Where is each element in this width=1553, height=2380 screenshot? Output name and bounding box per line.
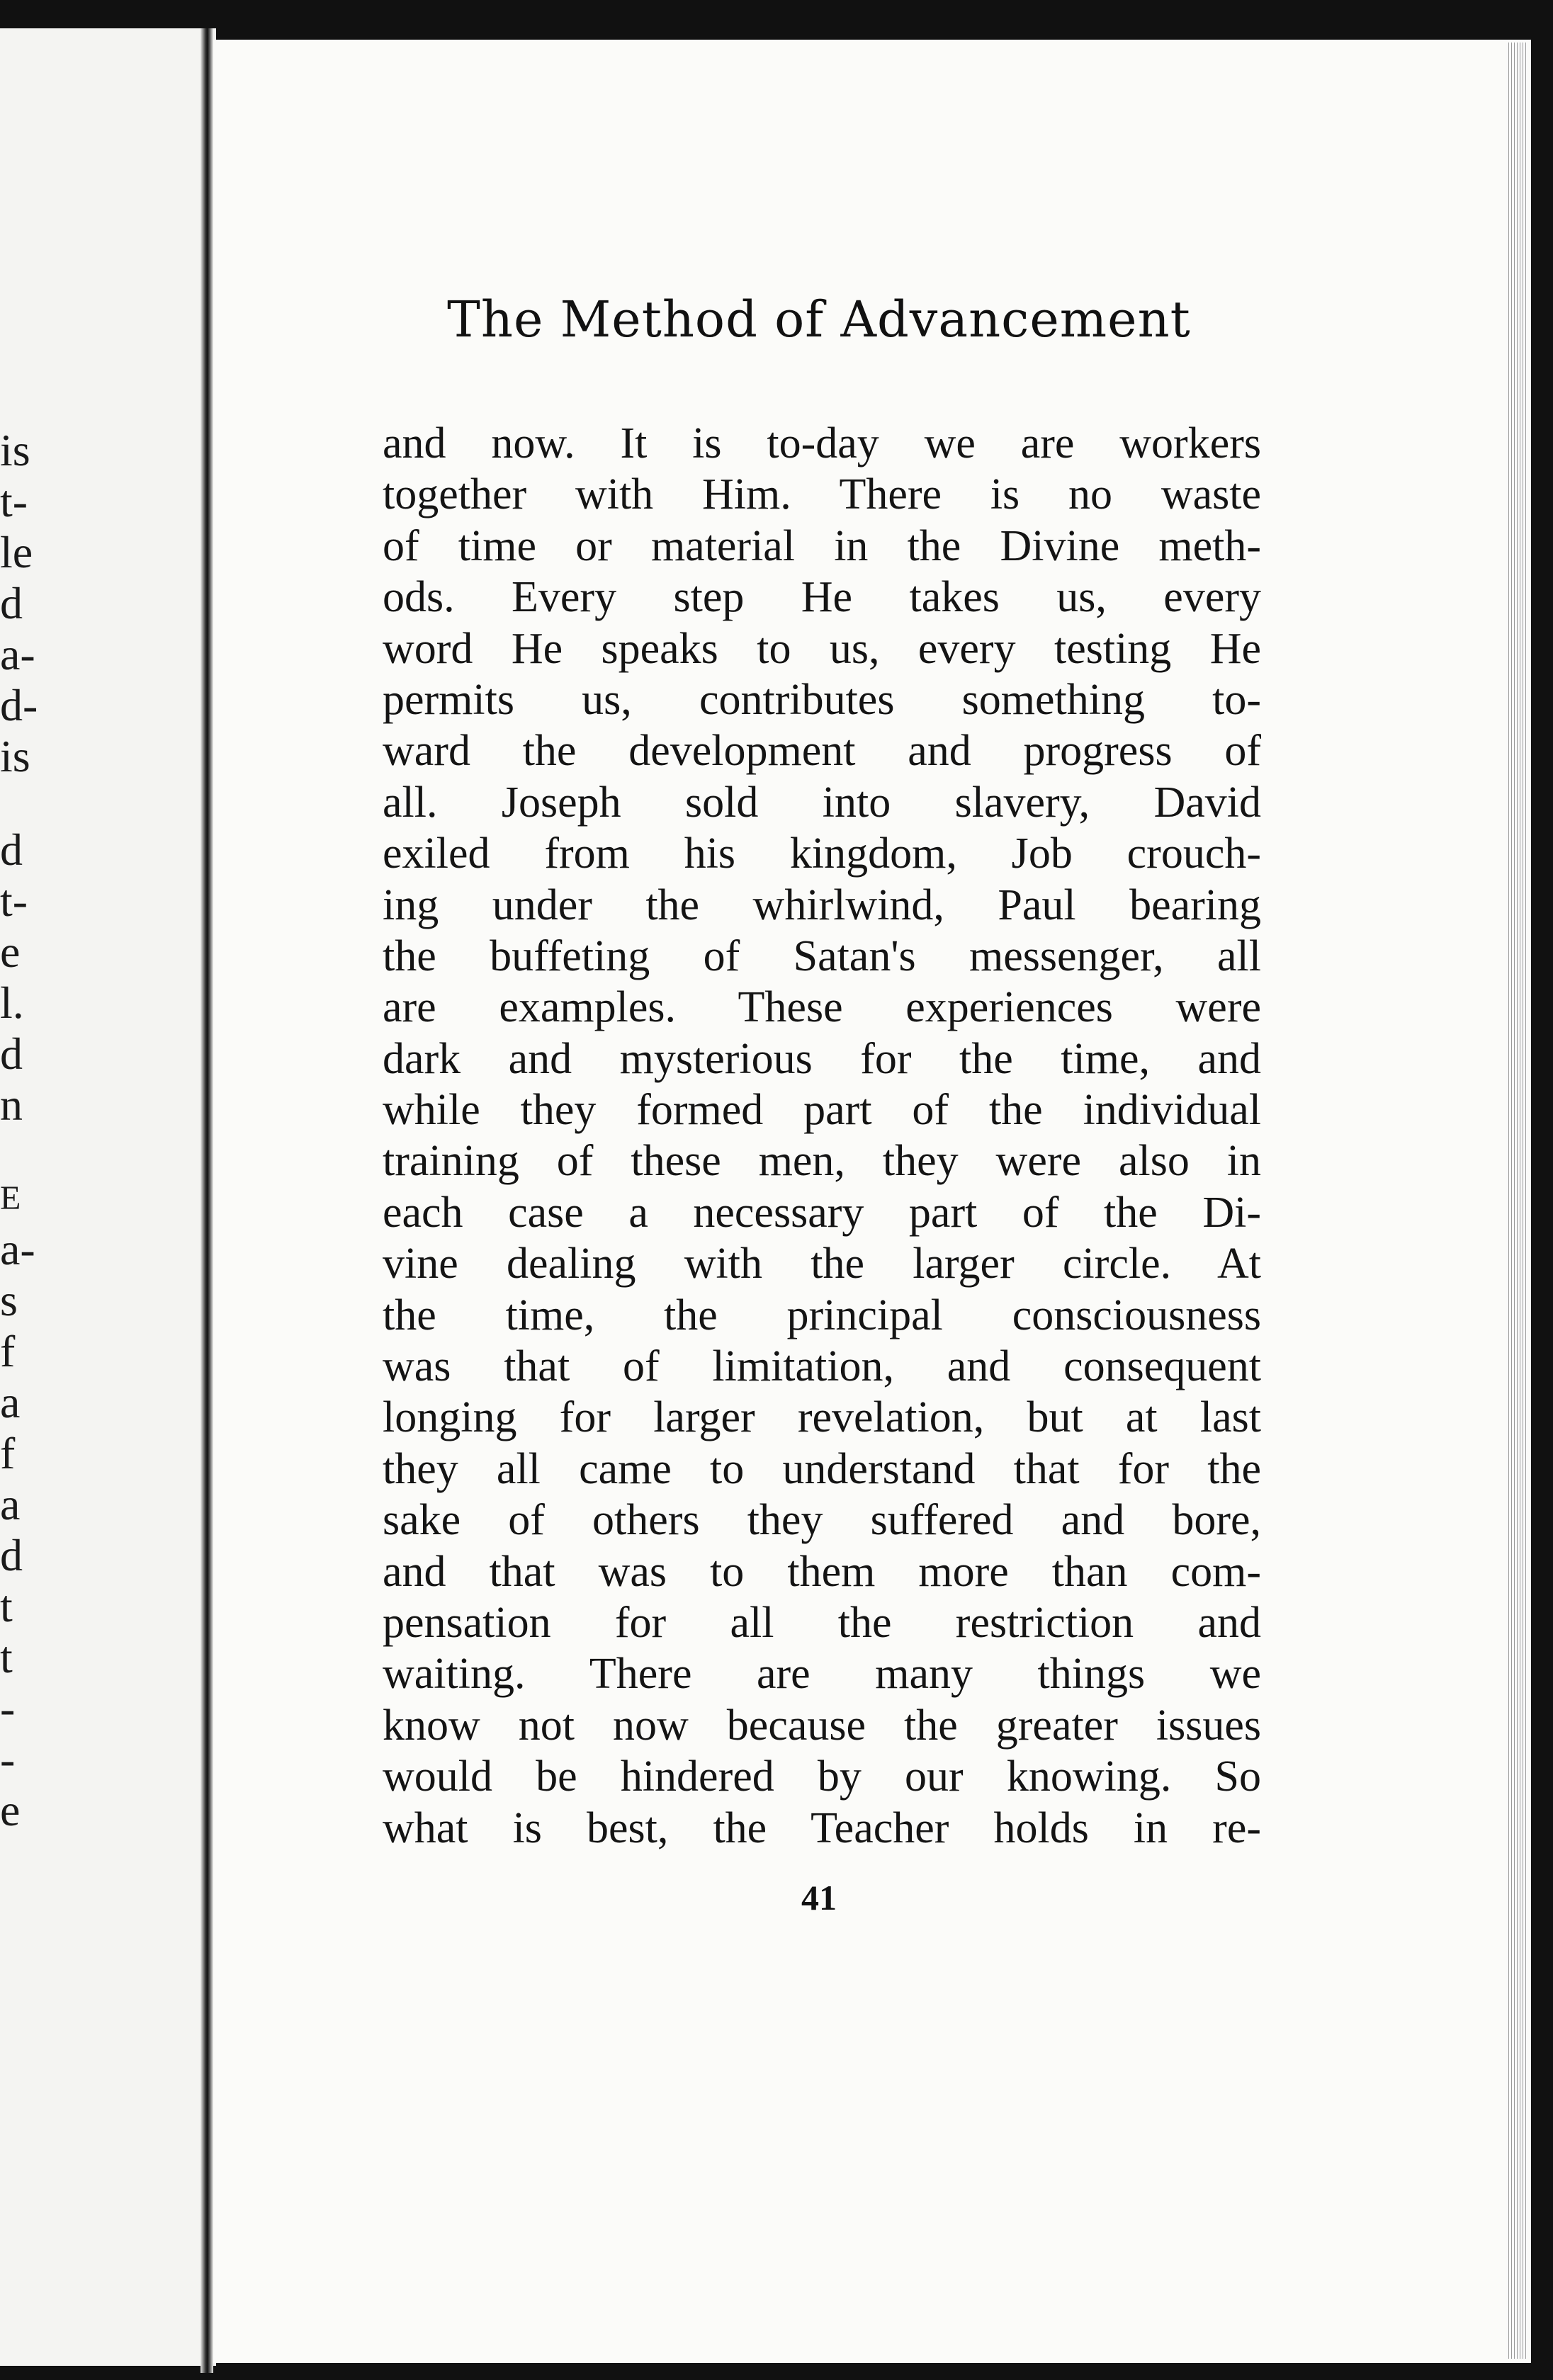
left-fragment: a xyxy=(0,1377,21,1427)
text-line: all. Joseph sold into slavery, David xyxy=(383,778,1261,827)
text-line: longing for larger revelation, but at last xyxy=(383,1393,1261,1442)
left-fragment: le xyxy=(0,527,33,577)
text-line: word He speaks to us, every testing He xyxy=(383,624,1261,673)
text-line: the buffeting of Satan's messenger, all xyxy=(383,931,1261,980)
text-line: permits us, contributes something to- xyxy=(383,675,1261,724)
text-line: what is best, the Teacher holds in re- xyxy=(383,1803,1261,1852)
text-line: while they formed part of the individual xyxy=(383,1086,1261,1135)
text-line: of time or material in the Divine meth- xyxy=(383,521,1261,570)
left-fragment: e xyxy=(0,1785,21,1835)
text-line: each case a necessary part of the Di- xyxy=(383,1188,1261,1237)
running-head: The Method of Advancement xyxy=(447,290,1191,348)
left-page-line-fragments xyxy=(0,425,78,1836)
text-line: was that of limitation, and consequent xyxy=(383,1342,1261,1391)
left-fragment: d- xyxy=(0,680,38,730)
left-fragment: is xyxy=(0,731,30,781)
left-fragment: a xyxy=(0,1479,21,1529)
text-line: together with Him. There is no waste xyxy=(383,470,1261,519)
text-line: sake of others they suffered and bore, xyxy=(383,1496,1261,1545)
body-text xyxy=(383,418,1261,1854)
left-fragment-gap xyxy=(0,1130,78,1173)
text-line: ward the development and progress of xyxy=(383,727,1261,776)
left-fragment: l. xyxy=(0,978,24,1028)
left-fragment: d xyxy=(0,1028,23,1079)
text-line: and that was to them more than com- xyxy=(383,1547,1261,1596)
text-line: know not now because the greater issues xyxy=(383,1701,1261,1750)
text-line: ods. Every step He takes us, every xyxy=(383,573,1261,622)
page-number: 41 xyxy=(801,1878,837,1917)
left-fragment: n xyxy=(0,1080,23,1130)
text-line: would be hindered by our knowing. So xyxy=(383,1752,1261,1801)
left-fragment: t- xyxy=(0,876,28,926)
text-line: dark and mysterious for the time, and xyxy=(383,1034,1261,1083)
text-line: ing under the whirlwind, Paul bearing xyxy=(383,880,1261,929)
left-fragment: f xyxy=(0,1326,16,1376)
left-fragment: a- xyxy=(0,1224,35,1274)
left-fragment: - xyxy=(0,1683,16,1733)
text-line: they all came to understand that for the xyxy=(383,1444,1261,1493)
left-fragment: d xyxy=(0,824,23,875)
left-fragment: t- xyxy=(0,476,28,526)
book-gutter xyxy=(201,28,213,2373)
left-fragment: t xyxy=(0,1581,13,1631)
left-page xyxy=(0,28,216,2366)
text-line: vine dealing with the larger circle. At xyxy=(383,1240,1261,1288)
left-fragment: d xyxy=(0,578,23,628)
left-fragment: - xyxy=(0,1734,16,1784)
left-fragment: e xyxy=(0,926,21,977)
text-line: the time, the principal consciousness xyxy=(383,1291,1261,1339)
text-line: and now. It is to-day we are workers xyxy=(383,419,1261,468)
text-line: are examples. These experiences were xyxy=(383,983,1261,1032)
left-fragment: s xyxy=(0,1275,18,1325)
page-block-edge xyxy=(1506,42,1527,2359)
left-fragment: E xyxy=(0,1179,21,1217)
text-line: training of these men, they were also in xyxy=(383,1137,1261,1186)
left-fragment: f xyxy=(0,1428,16,1478)
left-fragment: t xyxy=(0,1632,13,1682)
left-fragment: is xyxy=(0,425,30,475)
text-line: exiled from his kingdom, Job crouch- xyxy=(383,829,1261,878)
text-line: pensation for all the restriction and xyxy=(383,1598,1261,1647)
left-fragment: a- xyxy=(0,629,35,679)
left-fragment-gap xyxy=(0,782,78,824)
text-line: waiting. There are many things we xyxy=(383,1650,1261,1699)
left-fragment: d xyxy=(0,1530,23,1580)
